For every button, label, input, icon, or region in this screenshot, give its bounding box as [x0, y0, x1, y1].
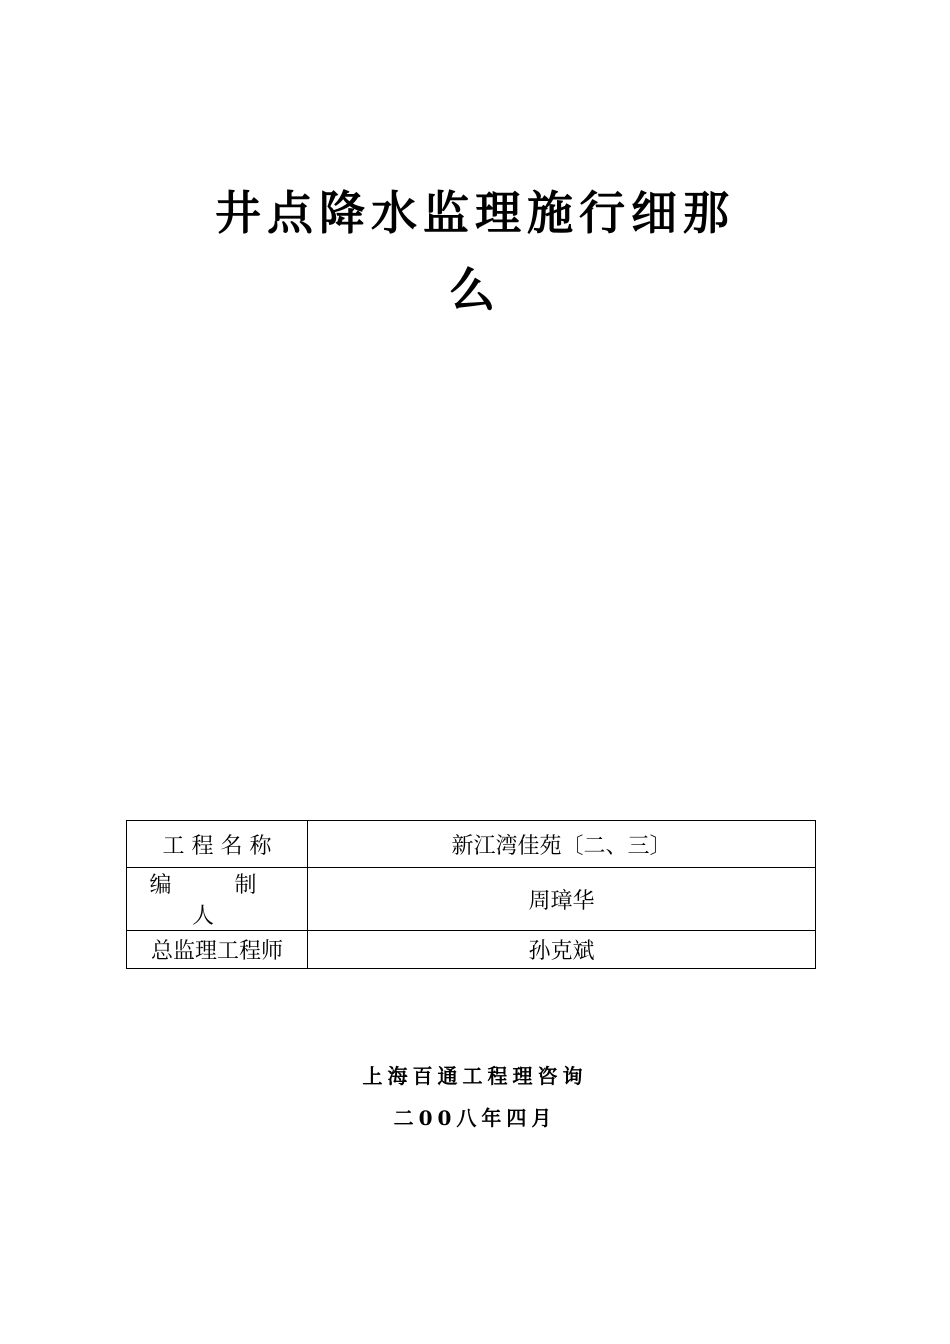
table-row — [127, 931, 816, 969]
organization-name: 上海百通工程理咨询 — [362, 1064, 588, 1088]
document-date: 二00八年四月 — [393, 1106, 557, 1130]
project-name-value: 新江湾佳苑〔二、三〕 — [308, 821, 816, 868]
table-row — [127, 868, 816, 931]
chief-supervisor-label: 总监理工程师 — [127, 931, 308, 969]
project-name-label: 工 程 名 称 — [127, 821, 308, 868]
author-value: 周璋华 — [308, 868, 816, 931]
table-row — [127, 821, 816, 868]
chief-supervisor-value: 孙克斌 — [308, 931, 816, 969]
document-title-line-1: 井点降水监理施行细那 — [215, 186, 735, 240]
project-info-table — [126, 820, 816, 969]
document-title-line-2: 么 — [449, 263, 501, 317]
author-label: 编 制 人 — [127, 868, 308, 931]
